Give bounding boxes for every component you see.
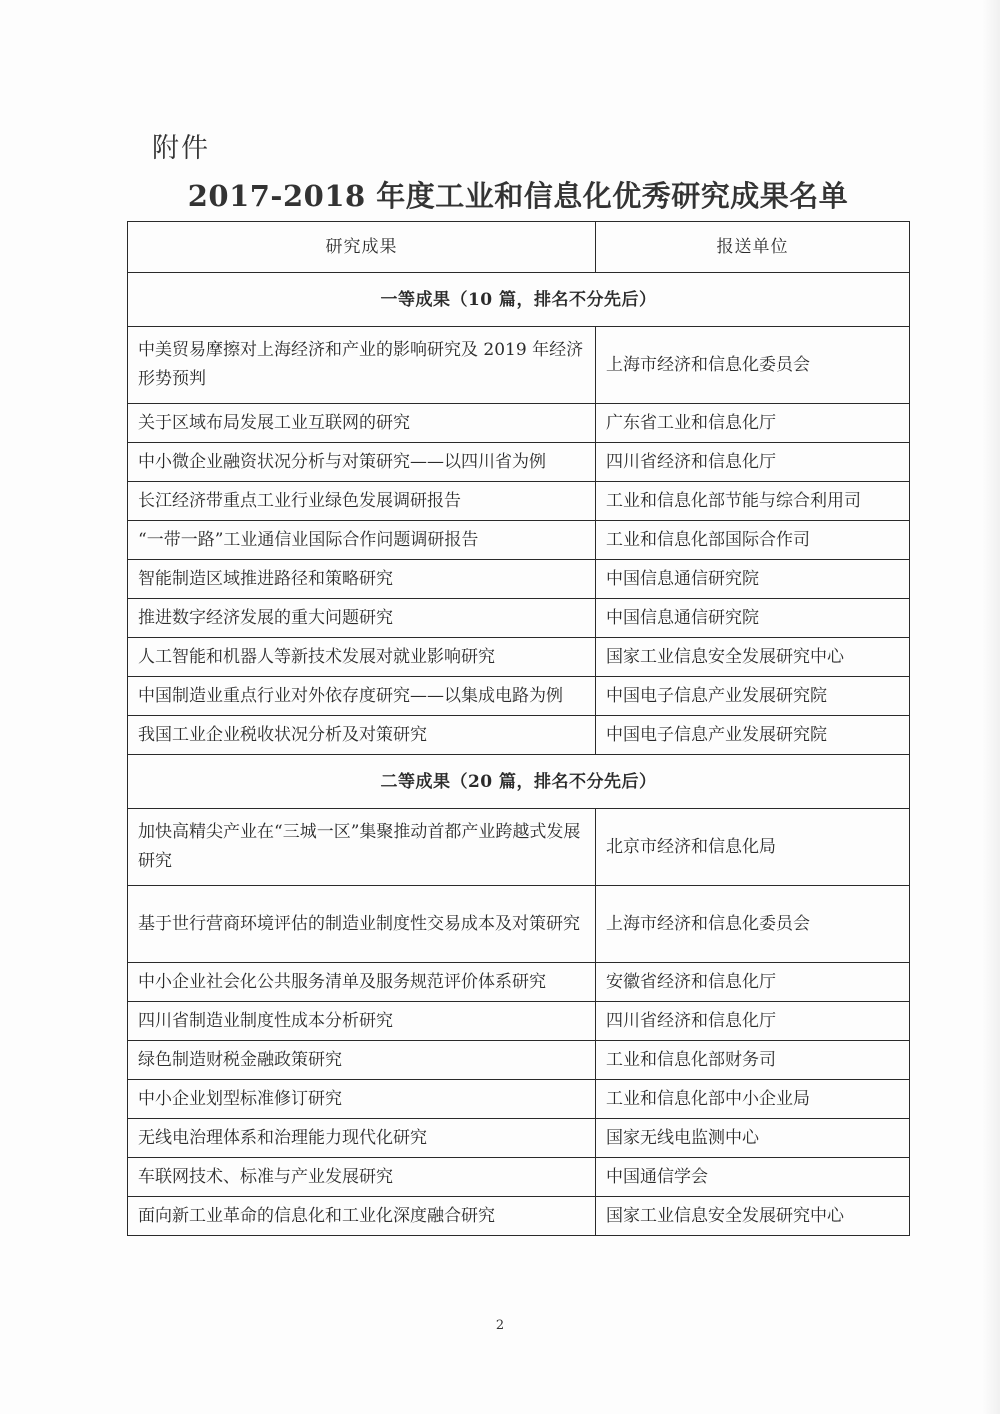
submitting-unit: 中国电子信息产业发展研究院 bbox=[596, 677, 910, 716]
submitting-unit: 中国信息通信研究院 bbox=[596, 560, 910, 599]
table-row bbox=[128, 1197, 910, 1236]
table-row bbox=[128, 1119, 910, 1158]
achievement-title: 推进数字经济发展的重大问题研究 bbox=[128, 599, 596, 638]
achievement-title: 基于世行营商环境评估的制造业制度性交易成本及对策研究 bbox=[128, 886, 596, 963]
submitting-unit: 工业和信息化部中小企业局 bbox=[596, 1080, 910, 1119]
submitting-unit: 四川省经济和信息化厅 bbox=[596, 1002, 910, 1041]
achievement-title: 中小企业划型标准修订研究 bbox=[128, 1080, 596, 1119]
column-header-unit: 报送单位 bbox=[596, 222, 910, 273]
section-heading: 一等成果（10 篇，排名不分先后） bbox=[128, 273, 910, 327]
attachment-label: 附件 bbox=[152, 133, 210, 164]
table-row bbox=[128, 560, 910, 599]
section-heading-row bbox=[128, 755, 910, 809]
section-heading: 二等成果（20 篇，排名不分先后） bbox=[128, 755, 910, 809]
table-row bbox=[128, 886, 910, 963]
achievement-title: 加快高精尖产业在“三城一区”集聚推动首都产业跨越式发展研究 bbox=[128, 809, 596, 886]
submitting-unit: 北京市经济和信息化局 bbox=[596, 809, 910, 886]
achievement-title: 我国工业企业税收状况分析及对策研究 bbox=[128, 716, 596, 755]
table-row bbox=[128, 599, 910, 638]
table-row bbox=[128, 404, 910, 443]
table-header-row bbox=[128, 222, 910, 273]
table-row bbox=[128, 809, 910, 886]
achievement-title: 四川省制造业制度性成本分析研究 bbox=[128, 1002, 596, 1041]
table-row bbox=[128, 1080, 910, 1119]
achievement-title: 中美贸易摩擦对上海经济和产业的影响研究及 2019 年经济形势预判 bbox=[128, 327, 596, 404]
table-row bbox=[128, 1002, 910, 1041]
achievement-title: 面向新工业革命的信息化和工业化深度融合研究 bbox=[128, 1197, 596, 1236]
achievement-title: 长江经济带重点工业行业绿色发展调研报告 bbox=[128, 482, 596, 521]
scan-edge-shadow bbox=[982, 0, 1000, 1414]
submitting-unit: 国家工业信息安全发展研究中心 bbox=[596, 638, 910, 677]
table-row bbox=[128, 443, 910, 482]
submitting-unit: 国家工业信息安全发展研究中心 bbox=[596, 1197, 910, 1236]
submitting-unit: 上海市经济和信息化委员会 bbox=[596, 327, 910, 404]
results-table-body bbox=[128, 222, 910, 1236]
column-header-achievement: 研究成果 bbox=[128, 222, 596, 273]
submitting-unit: 工业和信息化部财务司 bbox=[596, 1041, 910, 1080]
section-heading-row bbox=[128, 273, 910, 327]
achievement-title: 中小微企业融资状况分析与对策研究——以四川省为例 bbox=[128, 443, 596, 482]
table-row bbox=[128, 327, 910, 404]
achievement-title: 中国制造业重点行业对外依存度研究——以集成电路为例 bbox=[128, 677, 596, 716]
page-number: 2 bbox=[495, 1318, 505, 1333]
submitting-unit: 国家无线电监测中心 bbox=[596, 1119, 910, 1158]
document-title: 2017-2018 年度工业和信息化优秀研究成果名单 bbox=[187, 179, 849, 213]
submitting-unit: 中国信息通信研究院 bbox=[596, 599, 910, 638]
submitting-unit: 中国通信学会 bbox=[596, 1158, 910, 1197]
submitting-unit: 四川省经济和信息化厅 bbox=[596, 443, 910, 482]
submitting-unit: 工业和信息化部节能与综合利用司 bbox=[596, 482, 910, 521]
table-row bbox=[128, 963, 910, 1002]
achievement-title: 无线电治理体系和治理能力现代化研究 bbox=[128, 1119, 596, 1158]
achievement-title: 绿色制造财税金融政策研究 bbox=[128, 1041, 596, 1080]
table-row bbox=[128, 521, 910, 560]
achievement-title: 智能制造区域推进路径和策略研究 bbox=[128, 560, 596, 599]
submitting-unit: 中国电子信息产业发展研究院 bbox=[596, 716, 910, 755]
submitting-unit: 安徽省经济和信息化厅 bbox=[596, 963, 910, 1002]
table-row bbox=[128, 1158, 910, 1197]
achievement-title: 关于区域布局发展工业互联网的研究 bbox=[128, 404, 596, 443]
submitting-unit: 上海市经济和信息化委员会 bbox=[596, 886, 910, 963]
table-row bbox=[128, 677, 910, 716]
results-table bbox=[127, 221, 910, 1236]
achievement-title: 中小企业社会化公共服务清单及服务规范评价体系研究 bbox=[128, 963, 596, 1002]
submitting-unit: 广东省工业和信息化厅 bbox=[596, 404, 910, 443]
table-row bbox=[128, 638, 910, 677]
table-row bbox=[128, 1041, 910, 1080]
submitting-unit: 工业和信息化部国际合作司 bbox=[596, 521, 910, 560]
achievement-title: “一带一路”工业通信业国际合作问题调研报告 bbox=[128, 521, 596, 560]
table-row bbox=[128, 482, 910, 521]
achievement-title: 车联网技术、标准与产业发展研究 bbox=[128, 1158, 596, 1197]
achievement-title: 人工智能和机器人等新技术发展对就业影响研究 bbox=[128, 638, 596, 677]
table-row bbox=[128, 716, 910, 755]
